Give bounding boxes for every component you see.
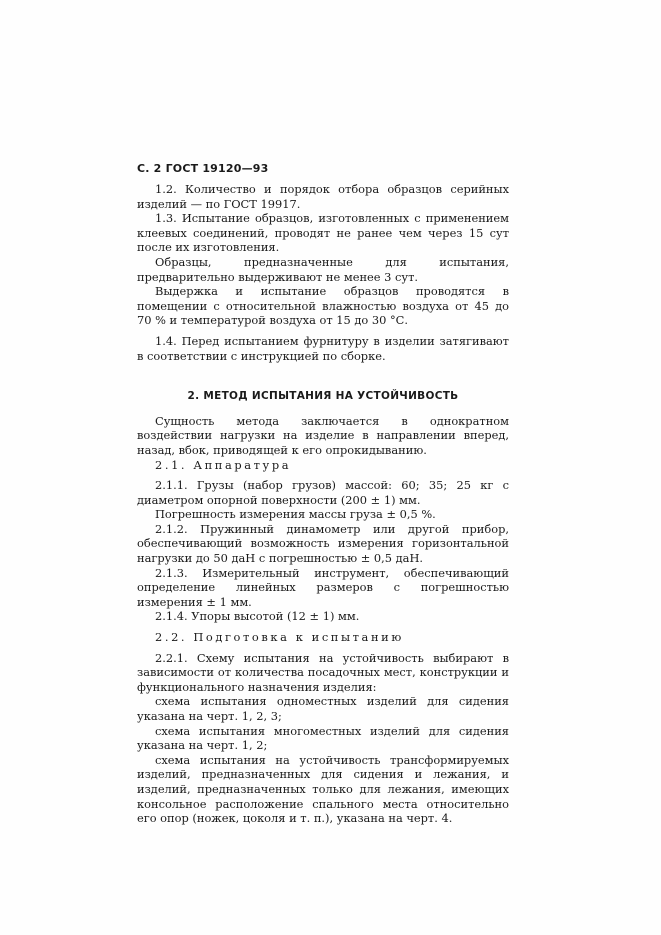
paragraph-1-4: 1.4. Перед испытанием фурнитуру в изделии затягивают в соответствии с инструкцией по сборке. xyxy=(137,333,509,363)
section-2-title: 2. МЕТОД ИСПЫТАНИЯ НА УСТОЙЧИВОСТЬ xyxy=(187,390,459,403)
paragraph-2-2-1-single: схема испытания одноместных изделий для сидения указана на черт. 1, 2, 3; xyxy=(137,694,509,723)
paragraph-method-intro: Сущность метода заключается в однократном воздействии нагрузки на изделие в направлении вперед, назад, вбок, приводящей к его опрокидыванию. xyxy=(137,413,509,457)
paragraph-2-2-1: 2.2.1. Схему испытания на устойчивость выбирают в зависимости от количества посадочных мест, конструкции и функционального назначения изделия: xyxy=(137,650,509,694)
paragraph-2-2-1-transform: схема испытания на устойчивость трансформируемых изделий, предназначенных для сидения и лежания, и изделий, предназначенных только для лежания, имеющих консольное расположение спального места относительно его опор (ножек, цоколя и т. п.), указана на черт. 4. xyxy=(137,752,509,826)
paragraph-2-1-4: 2.1.4. Упоры высотой (12 ± 1) мм. xyxy=(155,609,360,624)
paragraph-2-2: 2.2. Подготовка к испытанию xyxy=(155,630,404,645)
paragraph-2-1-2: 2.1.2. Пружинный динамометр или другой прибор, обеспечивающий возможность измерения горизонтальной нагрузки до 50 даН с погрешностью ± 0,5 даН. xyxy=(137,521,509,566)
paragraph-conditions: Выдержка и испытание образцов проводятся в помещении с относительной влажностью воздуха от 45 до 70 % и температурой воздуха от 15 до 30 °С. xyxy=(137,284,509,328)
paragraph-1-2: 1.2. Количество и порядок отбора образцов серийных изделий — по ГОСТ 19917. xyxy=(137,182,509,211)
paragraph-2-2-1-multi: схема испытания многоместных изделий для сидения указана на черт. 1, 2; xyxy=(137,723,509,753)
paragraph-2-1: 2.1. Аппаратура xyxy=(155,457,292,472)
paragraph-2-1-3: 2.1.3. Измерительный инструмент, обеспечивающий определение линейных размеров с погрешностью измерения ± 1 мм. xyxy=(137,565,509,609)
paragraph-1-3: 1.3. Испытание образцов, изготовленных с применением клеевых соединений, проводят не ранее чем через 15 сут после их изготовления. xyxy=(137,211,509,255)
paragraph-samples: Образцы, предназначенные для испытания, предварительно выдерживают не менее 3 сут. xyxy=(137,254,509,284)
paragraph-2-1-1: 2.1.1. Грузы (набор грузов) массой: 60; 35; 25 кг с диаметром опорной поверхности (200 ± 1) мм. xyxy=(137,478,509,507)
paragraph-2-1-1-accuracy: Погрешность измерения массы груза ± 0,5 %. xyxy=(155,507,436,522)
document-body xyxy=(137,182,509,826)
page-header: С. 2 ГОСТ 19120—93 xyxy=(137,162,269,175)
